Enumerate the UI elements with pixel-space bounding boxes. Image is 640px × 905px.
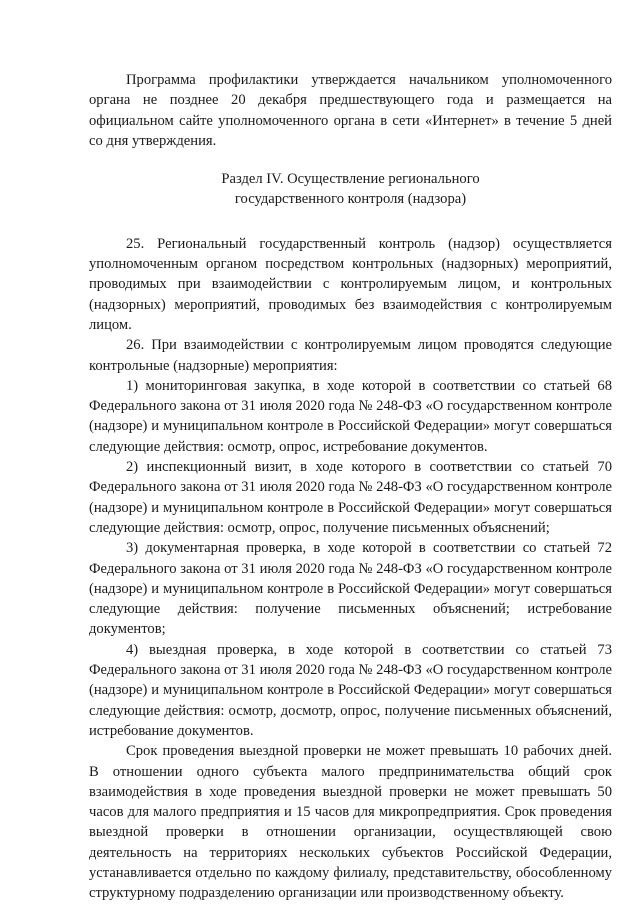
- list-item-field-check: 4) выездная проверка, в ходе которой в соответствии со статьей 73 Федерального закона от 31 июля 2020 года № 248-ФЗ «О государственном контроле (надзоре) и муниципальном контроле в Российской Федерации» могут совершаться следующие действия: осмотр, досмотр, опрос, получение письменных объяснений, истребование документов.: [89, 641, 612, 739]
- paragraph-25: 25. Региональный государственный контроль (надзор) осуществляется уполномоченным органом посредством контрольных (надзорных) мероприятий, проводимых при взаимодействии с контролируемым лицом, и контрольных (надзорных) мероприятий, проводимых без взаимодействия с контролируемым лицом.: [89, 235, 612, 333]
- list-item-inspection-visit: 2) инспекционный визит, в ходе которого в соответствии со статьей 70 Федерального закона от 31 июля 2020 года № 248-ФЗ «О государственном контроле (надзоре) и муниципальном контроле в Российской Федерации» могут совершаться следующие действия: осмотр, опрос, получение письменных объяснений;: [89, 459, 612, 536]
- field-check-duration-paragraph: Срок проведения выездной проверки не может превышать 10 рабочих дней. В отношении одного субъекта малого предпринимательства общий срок взаимодействия в ходе проведения выездной проверки не может превышать 50 часов для малого предприятия и 15 часов для микропредприятия. Срок проведения выездной проверки в отношении организации, осуществляющей свою деятельность на территориях нескольких субъектов Российской Федерации, устанавливается отдельно по каждому филиалу, представительству, обособленному структурному подразделению организации или производственному объекту.: [89, 743, 612, 902]
- section-heading: [89, 169, 612, 210]
- list-item-documentary-check: 3) документарная проверка, в ходе которой в соответствии со статьей 72 Федерального закона от 31 июля 2020 года № 248-ФЗ «О государственном контроле (надзоре) и муниципальном контроле в Российской Федерации» могут совершаться следующие действия: получение письменных объяснений; истребование документов;: [89, 540, 612, 638]
- section-paragraphs: [89, 234, 612, 904]
- intro-paragraph: Программа профилактики утверждается начальником уполномоченного органа не позднее 20 декабря предшествующего года и размещается на официальном сайте уполномоченного органа в сети «Интернет» в течение 5 дней со дня утверждения.: [89, 72, 612, 149]
- document-body: [89, 70, 612, 904]
- paragraph-26: 26. При взаимодействии с контролируемым лицом проводятся следующие контрольные (надзорные) мероприятия:: [89, 337, 612, 374]
- section-heading-line-2: государственного контроля (надзора): [234, 191, 467, 208]
- list-item-monitoring-purchase: 1) мониторинговая закупка, в ходе которой в соответствии со статьей 68 Федерального закона от 31 июля 2020 года № 248-ФЗ «О государственном контроле (надзоре) и муниципальном контроле в Российской Федерации» могут совершаться следующие действия: осмотр, опрос, истребование документов.: [89, 377, 612, 455]
- section-heading-line-1: Раздел IV. Осуществление регионального: [221, 171, 480, 188]
